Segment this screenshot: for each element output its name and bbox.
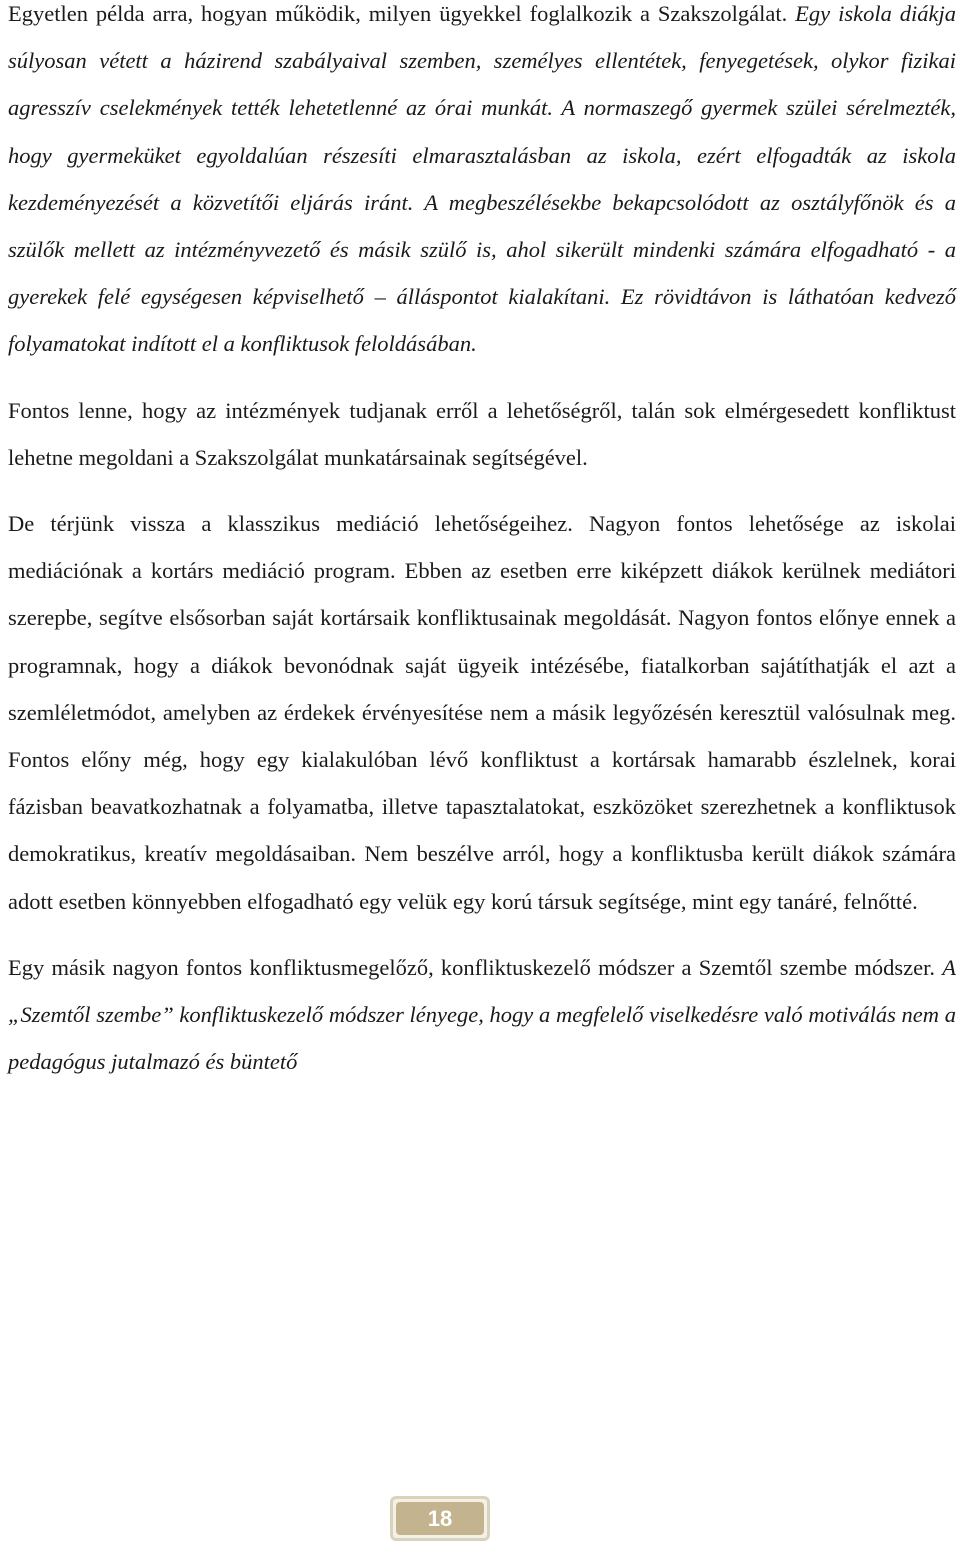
page-number-badge [390, 1496, 490, 1541]
document-page [8, 0, 956, 1085]
face-to-face-definition-text: A „Szemtől szembe” konfliktuskezelő módszer lényege, hogy a megfelelő viselkedésre való motiválás nem a pedagógus jutalmazó és büntető [8, 954, 956, 1075]
paragraph-importance [8, 387, 956, 481]
page-number: 18 [396, 1502, 484, 1535]
importance-text: Fontos lenne, hogy az intézmények tudjanak erről a lehetőségről, talán sok elmérgesedett konfliktust lehetne megoldani a Szakszolgálat munkatársainak segítségével. [8, 397, 956, 470]
peer-mediation-text: De térjünk vissza a klasszikus mediáció lehetőségeihez. Nagyon fontos lehetősége az iskolai mediációnak a kortárs mediáció program. Ebben az esetben erre kiképzett diákok kerülnek mediátori szerepbe, segítve elsősorban saját kortársaik konfliktusainak megoldását. Nagyon fontos előnye ennek a programnak, hogy a diákok bevonódnak saját ügyeik intézésébe, fiatalkorban sajátíthatják el azt a szemléletmódot, amelyben az érdekek érvényesítése nem a másik legyőzésén keresztül valósulnak meg. Fontos előny még, hogy egy kialakulóban lévő konfliktust a kortársak hamarabb észlelnek, korai fázisban beavatkozhatnak a folyamatba, illetve tapasztalatokat, eszközöket szerezhetnek a konfliktusok demokratikus, kreatív megoldásaiban. Nem beszélve arról, hogy a konfliktusba került diákok számára adott esetben könnyebben elfogadható egy velük egy korú társuk segítsége, mint egy tanáré, felnőtté. [8, 511, 956, 914]
paragraph-case-example [8, 0, 956, 368]
paragraph-peer-mediation [8, 500, 956, 925]
case-description-text: Egy iskola diákja súlyosan vétett a házirend szabályaival szemben, személyes ellentétek, fenyegetések, olykor fizikai agresszív cselekmények tették lehetetlenné az órai munkát. A normaszegő gyermek szülei sérelmezték, hogy gyermeküket egyoldalúan részesíti elmarasztalásban az iskola, ezért elfogadták az iskola kezdeményezését a közvetítői eljárás iránt. A megbeszélésekbe bekapcsolódott az osztályfőnök és a szülők mellett az intézményvezető és másik szülő is, ahol sikerült mindenki számára elfogadható - a gyerekek felé egységesen képviselhető – álláspontot kialakítani. Ez rövidtávon is láthatóan kedvező folyamatokat indított el a konfliktusok feloldásában. [8, 1, 956, 357]
face-to-face-intro-text: Egy másik nagyon fontos konfliktusmegelőző, konfliktuskezelő módszer a Szemtől szembe módszer. [8, 954, 943, 980]
case-intro-text: Egyetlen példa arra, hogyan működik, milyen ügyekkel foglalkozik a Szakszolgálat. [8, 1, 796, 26]
paragraph-face-to-face [8, 944, 956, 1086]
